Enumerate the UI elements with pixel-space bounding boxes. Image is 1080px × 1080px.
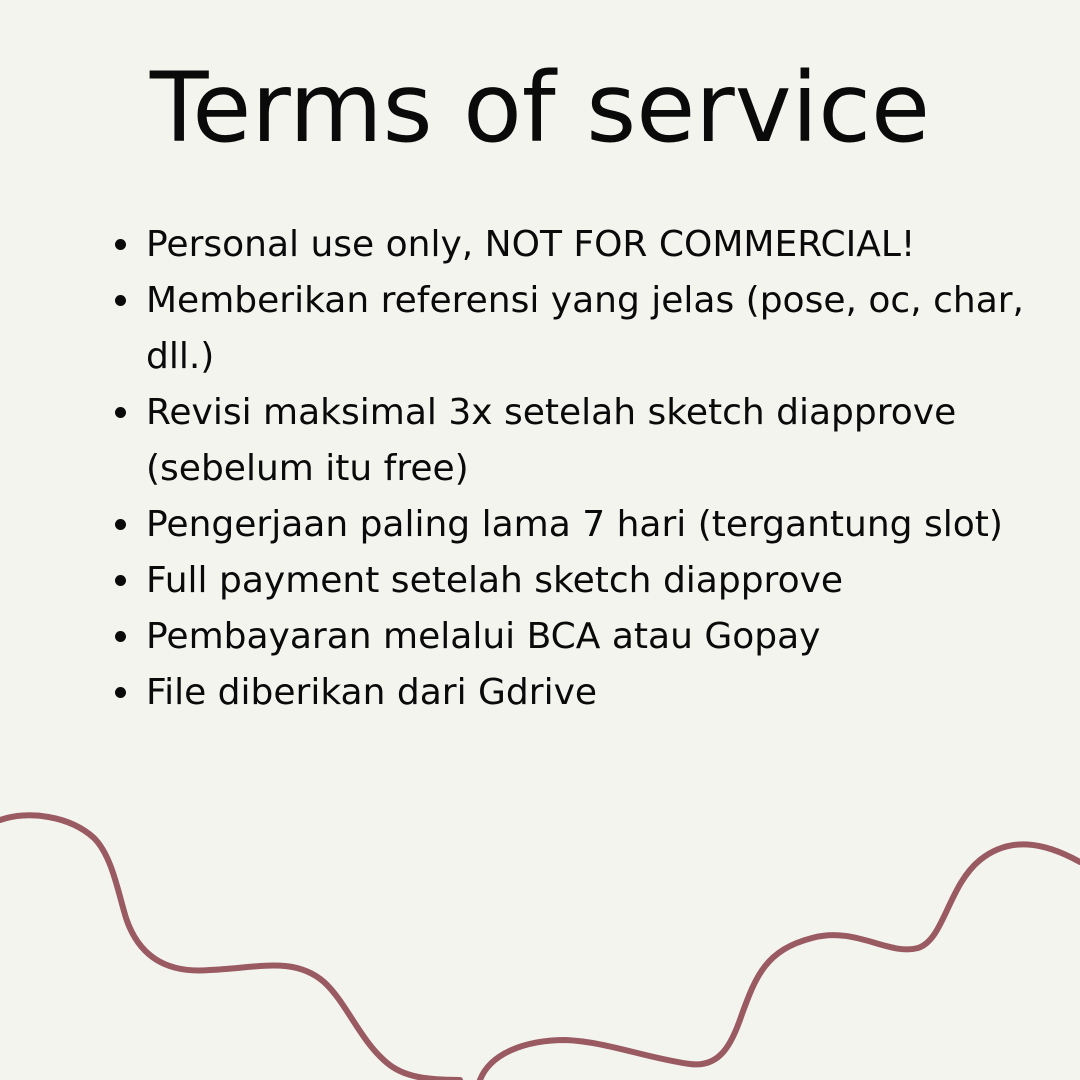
wave-line-left	[0, 815, 460, 1080]
terms-list	[146, 217, 1046, 721]
term-text: Pengerjaan paling lama 7 hari (tergantung slot)	[146, 504, 1003, 545]
wave-line-right	[480, 844, 1080, 1080]
bullet-icon	[115, 295, 126, 306]
term-text: Memberikan referensi yang jelas (pose, oc, char, dll.)	[146, 280, 1024, 377]
term-text: Full payment setelah sketch diapprove	[146, 560, 844, 601]
bullet-icon	[115, 519, 126, 530]
term-text: Pembayaran melalui BCA atau Gopay	[146, 616, 821, 657]
term-text: File diberikan dari Gdrive	[146, 672, 598, 713]
bullet-icon	[115, 687, 126, 698]
term-text: Personal use only, NOT FOR COMMERCIAL!	[146, 224, 916, 265]
term-item	[146, 553, 1046, 609]
term-item	[146, 497, 1046, 553]
page-title: Terms of service	[149, 52, 931, 164]
bullet-icon	[115, 407, 126, 418]
bullet-icon	[115, 239, 126, 250]
term-text: Revisi maksimal 3x setelah sketch diapprove (sebelum itu free)	[146, 392, 957, 489]
bullet-icon	[115, 575, 126, 586]
term-item	[146, 665, 1046, 721]
term-item	[146, 385, 1046, 497]
term-item	[146, 273, 1046, 385]
term-item	[146, 609, 1046, 665]
bullet-icon	[115, 631, 126, 642]
term-item	[146, 217, 1046, 273]
